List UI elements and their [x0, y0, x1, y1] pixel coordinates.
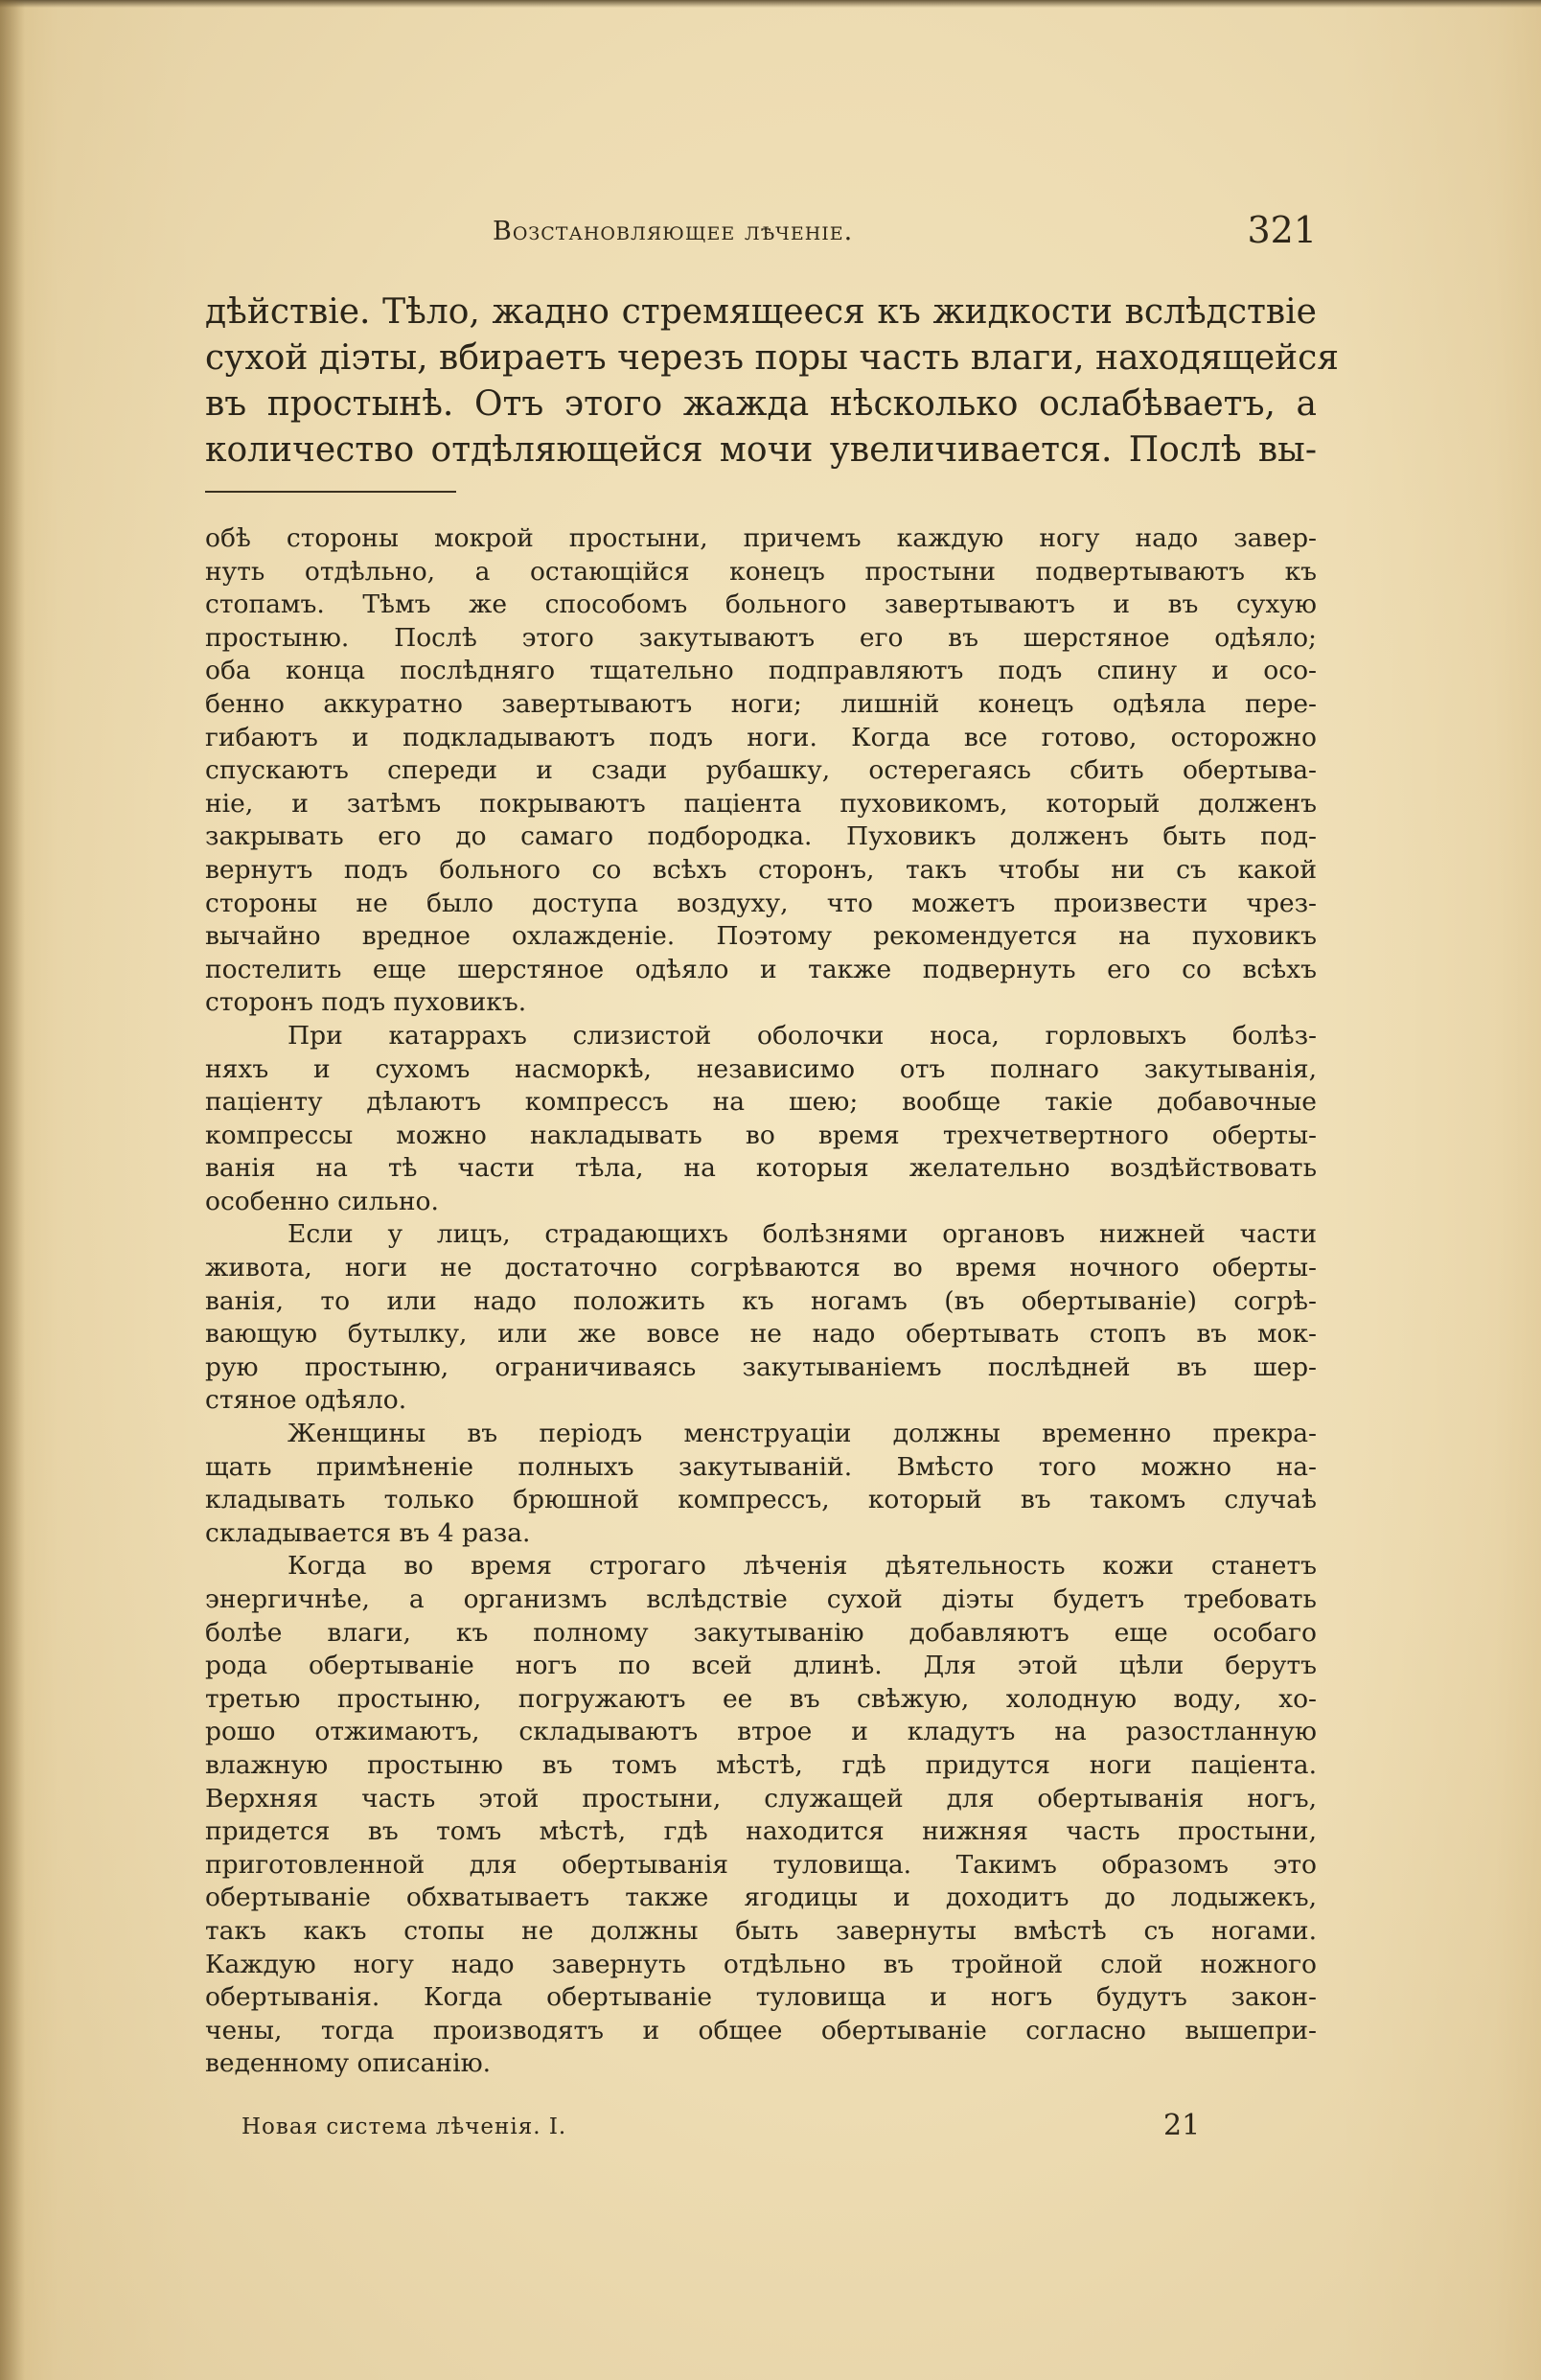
- footnote-line: гибаютъ и подкладываютъ подъ ноги. Когда все готово, осторожно: [205, 722, 1317, 752]
- footnote: [205, 522, 1317, 2081]
- footnote-line: При катаррахъ слизистой оболочки носа, горловыхъ болѣз-: [288, 1020, 1317, 1051]
- footnote-line: бенно аккуратно завертываютъ ноги; лишній конецъ одѣяла пере-: [205, 688, 1317, 719]
- running-title: Возстановляющее лѣченіе.: [493, 217, 854, 246]
- footnote-line: Верхняя часть этой простыни, служащей для обертыванія ногъ,: [205, 1783, 1317, 1814]
- footnote-line: болѣе влаги, къ полному закутыванію добавляютъ еще особаго: [205, 1617, 1317, 1648]
- page-header: [205, 209, 1317, 257]
- page-top-edge: [0, 0, 1541, 8]
- signature-number: 21: [1163, 2109, 1201, 2142]
- footnote-line: Каждую ногу надо завернуть отдѣльно въ тройной слой ножного: [205, 1949, 1317, 1979]
- footnote-line: Если у лицъ, страдающихъ болѣзнями органовъ нижней части: [288, 1219, 1317, 1250]
- main-text: [205, 289, 1339, 474]
- footnote-line: стороны не было доступа воздуху, что можетъ произвести чрез-: [205, 888, 1317, 918]
- footnote-line: вающую бутылку, или же вовсе не надо обертывать стопъ въ мок-: [205, 1319, 1317, 1350]
- footnote-line: вычайно вредное охлажденіе. Поэтому рекомендуется на пуховикъ: [205, 921, 1317, 952]
- footnote-line: складывается въ 4 раза.: [205, 1517, 531, 1548]
- footnote-line: энергичнѣе, а организмъ вслѣдствіе сухой діэты будетъ требовать: [205, 1584, 1317, 1614]
- footnote-line: чены, тогда производятъ и общее обертываніе согласно вышепри-: [205, 2015, 1317, 2045]
- footnote-line: влажную простыню въ томъ мѣстѣ, гдѣ придутся ноги паціента.: [205, 1749, 1317, 1780]
- footnote-line: такъ какъ стопы не должны быть завернуты вмѣстѣ съ ногами.: [205, 1915, 1317, 1946]
- footnote-line: стопамъ. Тѣмъ же способомъ больного завертываютъ и въ сухую: [205, 589, 1317, 620]
- footnote-separator: [205, 491, 456, 493]
- footnote-line: обертыванія. Когда обертываніе туловища и ногъ будутъ закон-: [205, 1982, 1317, 2013]
- footnote-line: третью простыню, погружаютъ ее въ свѣжую, холодную воду, хо-: [205, 1683, 1317, 1714]
- footnote-line: рошо отжимаютъ, складываютъ втрое и кладутъ на разостланную: [205, 1717, 1317, 1747]
- footnote-line: ванія, то или надо положить къ ногамъ (въ обертываніе) согрѣ-: [205, 1285, 1317, 1316]
- footnote-line: нуть отдѣльно, а остающійся конецъ простыни подвертываютъ къ: [205, 556, 1317, 587]
- spine-shadow: [0, 0, 25, 2380]
- footnote-line: обѣ стороны мокрой простыни, причемъ каждую ногу надо завер-: [205, 523, 1317, 553]
- page-number: 321: [1247, 209, 1317, 251]
- footnote-line: стяное одѣяло.: [205, 1385, 407, 1416]
- footnote-line: ніе, и затѣмъ покрываютъ паціента пуховикомъ, который долженъ: [205, 788, 1317, 819]
- footnote-line: паціенту дѣлаютъ компрессъ на шею; вообще такіе добавочные: [205, 1087, 1317, 1118]
- footnote-line: обертываніе обхватываетъ также ягодицы и доходитъ до лодыжекъ,: [205, 1883, 1317, 1913]
- main-text-line: количество отдѣляющейся мочи увеличивается. Послѣ вы-: [205, 430, 1317, 470]
- page-footer: [242, 2109, 1296, 2147]
- footnote-line: вернутъ подъ больного со всѣхъ сторонъ, такъ чтобы ни съ какой: [205, 854, 1317, 885]
- footnote-line: Женщины въ періодъ менструаціи должны временно прекра-: [288, 1419, 1317, 1449]
- footnote-line: закрывать его до самаго подбородка. Пуховикъ долженъ быть под-: [205, 821, 1317, 852]
- footnote-line: приготовленной для обертыванія туловища. Такимъ образомъ это: [205, 1849, 1317, 1880]
- main-text-line: дѣйствіе. Тѣло, жадно стремящееся къ жидкости вслѣдствіе: [205, 292, 1317, 332]
- footnote-line: щать примѣненіе полныхъ закутываній. Вмѣсто того можно на-: [205, 1451, 1317, 1482]
- footer-book-title: Новая система лѣченія. I.: [242, 2114, 567, 2139]
- footnote-line: Когда во время строгаго лѣченія дѣятельность кожи станетъ: [288, 1551, 1317, 1582]
- footnote-line: рую простыню, ограничиваясь закутываніемъ послѣдней въ шер-: [205, 1352, 1317, 1382]
- footnote-line: простыню. Послѣ этого закутываютъ его въ шерстяное одѣяло;: [205, 622, 1317, 653]
- footnote-line: спускаютъ спереди и сзади рубашку, остерегаясь сбить обертыва-: [205, 755, 1317, 786]
- footnote-line: придется въ томъ мѣстѣ, гдѣ находится нижняя часть простыни,: [205, 1816, 1317, 1847]
- footnote-line: особенно сильно.: [205, 1186, 439, 1216]
- footnote-line: оба конца послѣдняго тщательно подправляютъ подъ спину и осо-: [205, 656, 1317, 686]
- footnote-line: веденному описанію.: [205, 2048, 492, 2079]
- main-text-line: въ простынѣ. Отъ этого жажда нѣсколько ослабѣваетъ, а: [205, 384, 1317, 424]
- footnote-line: ванія на тѣ части тѣла, на которыя желательно воздѣйствовать: [205, 1153, 1317, 1184]
- footnote-line: сторонъ подъ пуховикъ.: [205, 987, 527, 1018]
- footnote-line: кладывать только брюшной компрессъ, который въ такомъ случаѣ: [205, 1485, 1317, 1515]
- footnote-line: компрессы можно накладывать во время трехчетвертного оберты-: [205, 1120, 1317, 1150]
- footnote-line: живота, ноги не достаточно согрѣваются во время ночного оберты-: [205, 1253, 1317, 1283]
- main-text-line: сухой діэты, вбираетъ черезъ поры часть влаги, находящейся: [205, 338, 1339, 378]
- footnote-line: няхъ и сухомъ насморкѣ, независимо отъ полнаго закутыванія,: [205, 1053, 1317, 1084]
- footnote-line: рода обертываніе ногъ по всей длинѣ. Для этой цѣли берутъ: [205, 1651, 1317, 1681]
- footnote-line: постелить еще шерстяное одѣяло и также подвернуть его со всѣхъ: [205, 954, 1317, 984]
